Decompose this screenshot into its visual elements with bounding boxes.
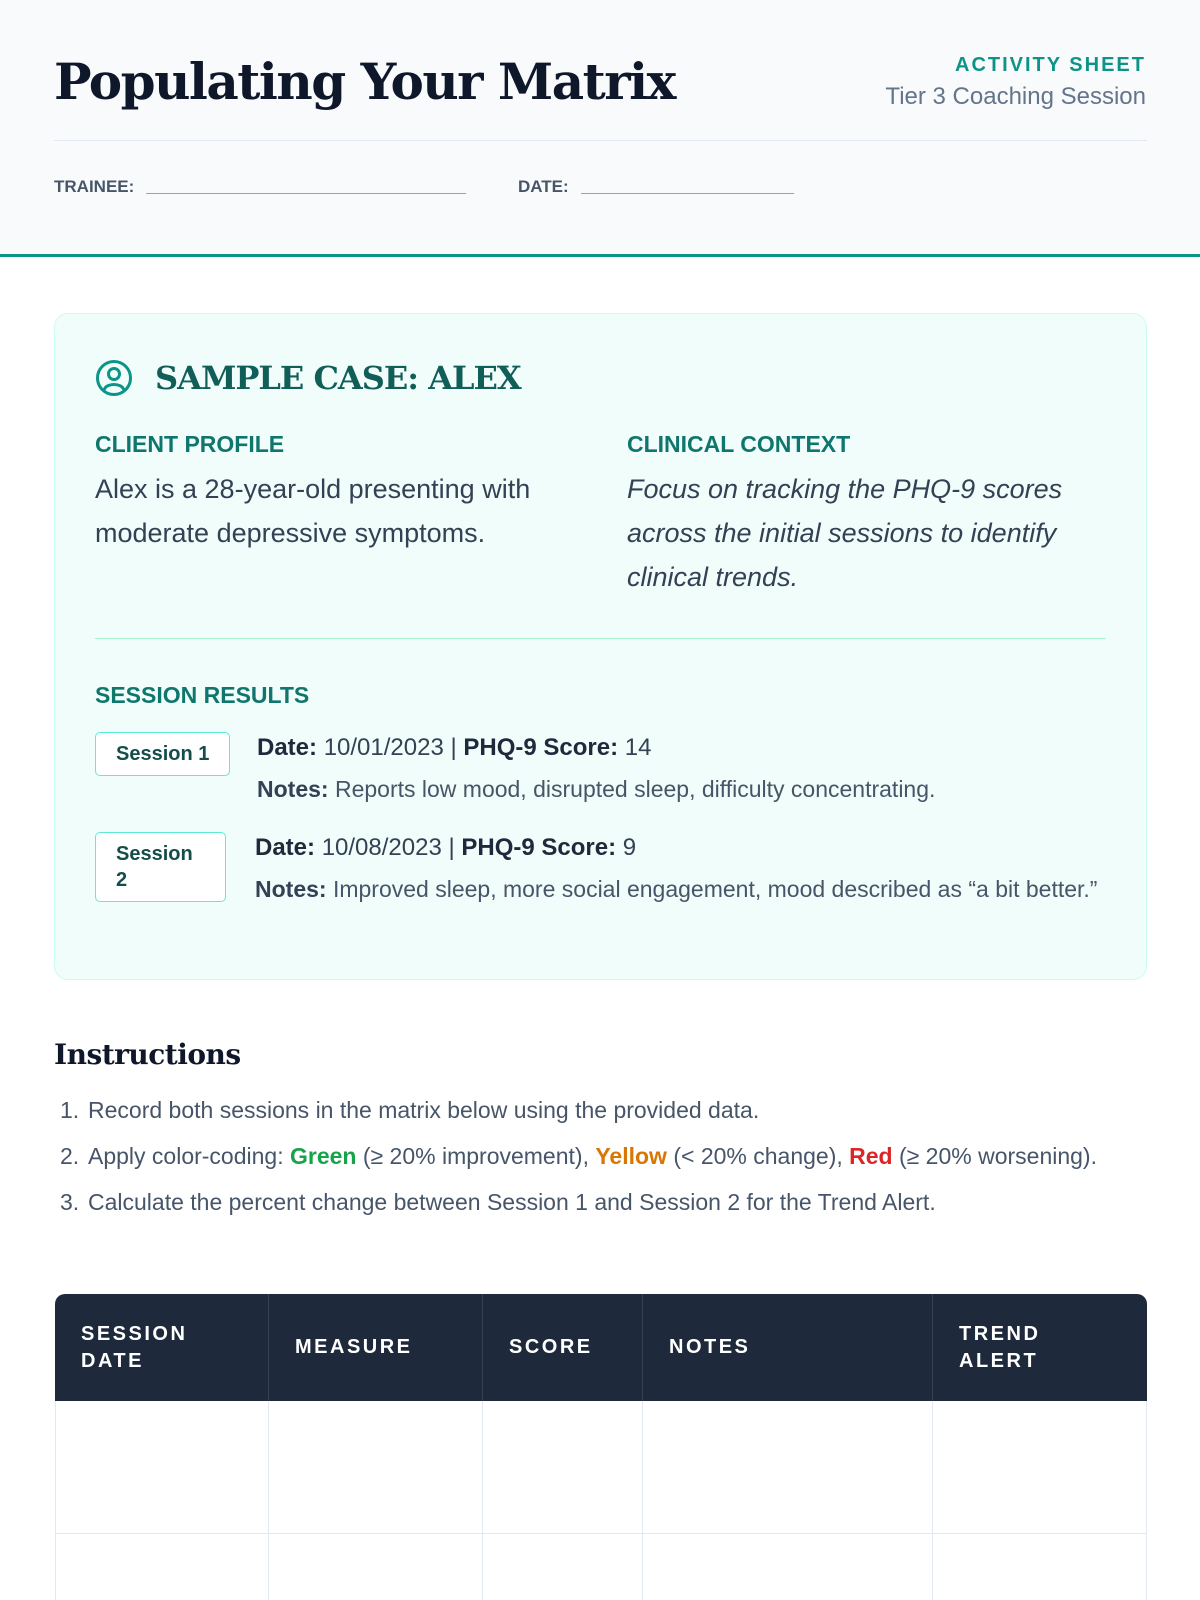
date-input-line[interactable] [581, 193, 794, 194]
color-coding-intro: Apply color-coding: [88, 1143, 290, 1169]
client-profile-heading: CLIENT PROFILE [95, 431, 285, 457]
case-title: SAMPLE CASE: ALEX [155, 359, 521, 397]
measure-cell[interactable] [269, 1401, 483, 1534]
item-text [88, 1139, 1097, 1173]
session-1-summary [257, 734, 651, 762]
list-item [60, 1139, 1120, 1173]
notes-cell[interactable] [643, 1534, 933, 1600]
green-label: Green [290, 1143, 357, 1169]
trend-alert-cell[interactable] [933, 1401, 1147, 1534]
table-header-row [55, 1294, 1147, 1401]
trend-alert-cell[interactable] [933, 1534, 1147, 1600]
date-label: Date: [255, 834, 316, 861]
item-text: Record both sessions in the matrix below using the provided data. [88, 1097, 760, 1123]
session-date: 10/08/2023 [321, 834, 442, 861]
separator: | [450, 734, 457, 761]
user-circle-icon [95, 359, 133, 397]
column-header-score: SCORE [483, 1294, 643, 1401]
notes-cell[interactable] [643, 1401, 933, 1534]
column-header-trend-alert: TREND ALERT [933, 1294, 1147, 1401]
notes-label: Notes: [255, 876, 327, 902]
item-text: Calculate the percent change between Session 1 and Session 2 for the Trend Alert. [88, 1189, 936, 1215]
column-header-notes: NOTES [643, 1294, 933, 1401]
score-cell[interactable] [483, 1401, 643, 1534]
table-row [55, 1534, 1147, 1600]
notes-text: Improved sleep, more social engagement, mood described as “a bit better.” [332, 876, 1098, 902]
session-1-badge: Session 1 [95, 732, 230, 776]
measure-cell[interactable] [269, 1534, 483, 1600]
session-2-badge: Session 2 [95, 832, 226, 902]
sample-case-card [54, 313, 1147, 980]
activity-sheet-label: ACTIVITY SHEET [955, 54, 1146, 76]
trainee-label: TRAINEE: [54, 177, 135, 196]
column-header-measure: MEASURE [269, 1294, 483, 1401]
tracking-matrix [55, 1294, 1147, 1600]
clinical-context-heading: CLINICAL CONTEXT [627, 431, 851, 457]
clinical-context-text: Focus on tracking the PHQ-9 scores across the initial sessions to identify clinical trends. [627, 474, 1063, 592]
phq9-score: 9 [622, 834, 637, 861]
notes-text: Reports low mood, disrupted sleep, difficulty concentrating. [334, 776, 936, 802]
header-divider [54, 140, 1147, 141]
list-item [60, 1185, 1120, 1219]
date-label: DATE: [518, 177, 569, 196]
session-2-summary [255, 834, 636, 862]
notes-label: Notes: [257, 776, 329, 802]
session-type-label: Tier 3 Coaching Session [885, 83, 1146, 110]
page-title: Populating Your Matrix [54, 52, 675, 111]
session-2-notes [255, 873, 1105, 906]
red-rule: (≥ 20% worsening). [892, 1143, 1097, 1169]
item-number: 3. [60, 1189, 80, 1215]
client-profile-text: Alex is a 28-year-old presenting with moderate depressive symptoms. [95, 474, 531, 548]
table-row [55, 1401, 1147, 1534]
instructions-list [60, 1093, 1120, 1231]
session-results-heading: SESSION RESULTS [95, 682, 310, 708]
list-item [60, 1093, 1120, 1127]
trainee-input-line[interactable] [146, 193, 466, 194]
yellow-label: Yellow [595, 1143, 667, 1169]
score-cell[interactable] [483, 1534, 643, 1600]
session-1-notes [257, 773, 1117, 806]
session-date-cell[interactable] [55, 1401, 269, 1534]
green-rule: (≥ 20% improvement), [356, 1143, 596, 1169]
item-number: 2. [60, 1143, 80, 1169]
session-date-cell[interactable] [55, 1534, 269, 1600]
yellow-rule: (< 20% change), [666, 1143, 850, 1169]
score-label: PHQ-9 Score: [463, 734, 619, 761]
phq9-score: 14 [624, 734, 652, 761]
case-divider [95, 638, 1106, 639]
score-label: PHQ-9 Score: [461, 834, 617, 861]
column-header-session-date: SESSION DATE [55, 1294, 269, 1401]
session-date: 10/01/2023 [323, 734, 444, 761]
instructions-heading: Instructions [54, 1038, 241, 1071]
item-number: 1. [60, 1097, 80, 1123]
red-label: Red [849, 1143, 893, 1169]
date-label: Date: [257, 734, 318, 761]
sheet-header [0, 0, 1200, 257]
separator: | [448, 834, 455, 861]
